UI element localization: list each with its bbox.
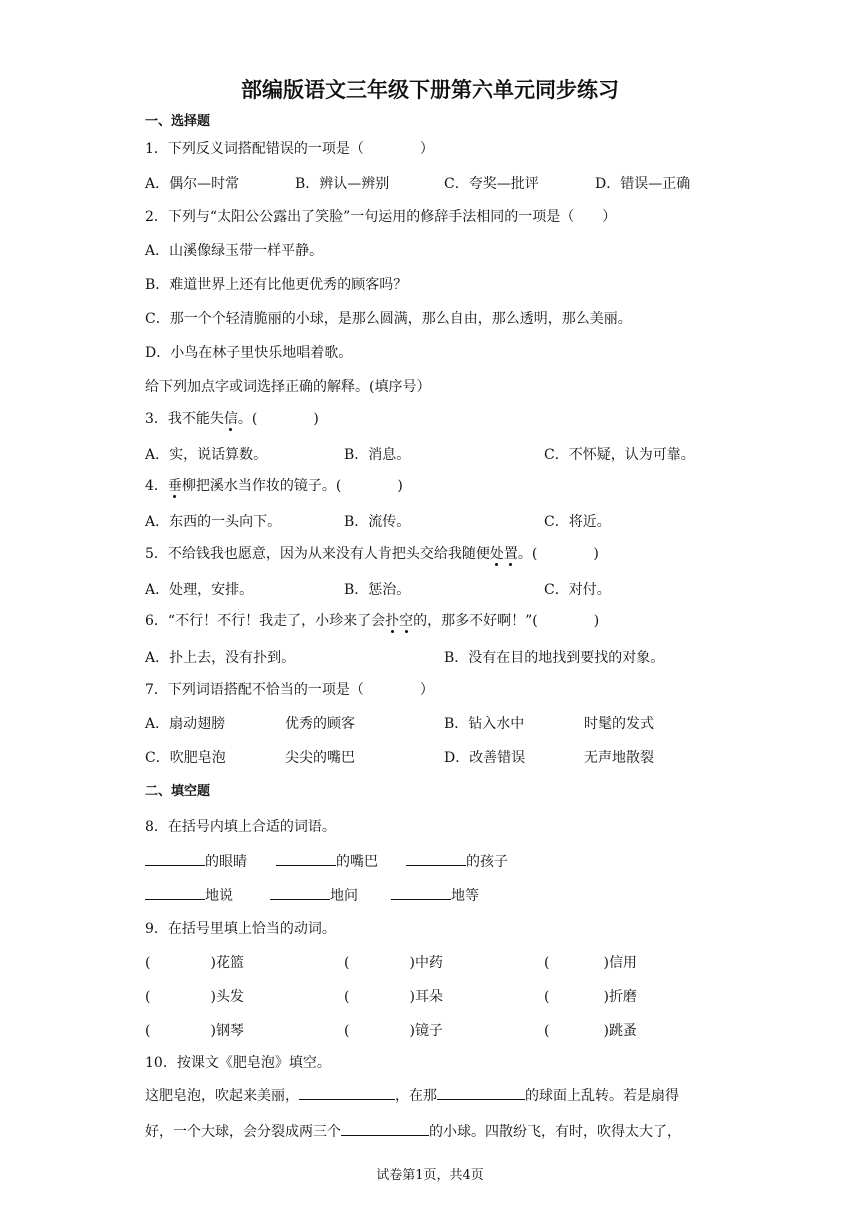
q2-option-b: B．难道世界上还有比他更优秀的顾客吗？ [145, 277, 408, 293]
paren-close: ) [603, 1023, 609, 1039]
question-6 [145, 611, 599, 631]
paren-open: ( [544, 955, 550, 971]
q9-item-4 [145, 987, 244, 1007]
q10-passage-line-1 [145, 1078, 715, 1114]
q4-text-post: 柳把溪水当作妆的镜子。( ) [181, 478, 403, 494]
q1-option-d: D．错误—正确 [595, 176, 691, 192]
q7-option-b-word-2: 时髦的发式 [584, 716, 654, 732]
q8-blank-4 [145, 885, 233, 906]
paren-close: ) [210, 955, 216, 971]
instruction: 给下列加点字或词选择正确的解释。(填序号） [145, 379, 431, 395]
q5-text-pre: 5．不给钱我也愿意，因为从来没有人肯把头交给我随便 [145, 546, 490, 562]
q8-word: 地说 [205, 888, 233, 904]
q6-text-pre: 6．“不行！不行！我走了，小珍来了会 [145, 613, 386, 629]
q10-text: 的小球。四散纷飞，有时，吹得太大了， [429, 1124, 681, 1140]
q2-option-c: C．那一个个轻清脆丽的小球，是那么圆满，那么自由，那么透明，那么美丽。 [145, 311, 632, 327]
question-2: 2．下列与“太阳公公露出了笑脸”一句运用的修辞手法相同的一项是（ ） [145, 209, 617, 225]
q3-option-c: C．不怀疑，认为可靠。 [544, 447, 695, 463]
q8-blank-6 [391, 885, 479, 906]
q9-item-5 [344, 987, 443, 1007]
question-3 [145, 409, 319, 429]
q4-option-c: C．将近。 [544, 514, 611, 530]
q3-text-post: 。( ) [237, 411, 319, 427]
q2-option-a: A．山溪像绿玉带一样平静。 [145, 243, 324, 259]
paren-close: ) [603, 955, 609, 971]
q7-option-a-word-1: A．扇动翅膀 [145, 716, 226, 732]
paren-close: ) [210, 1023, 216, 1039]
paren-open: ( [344, 989, 350, 1005]
q3-option-a: A．实，说话算数。 [145, 447, 268, 463]
answer-blank[interactable] [270, 885, 330, 900]
paren-close: ) [603, 989, 609, 1005]
q1-option-c: C．夸奖—批评 [444, 176, 539, 192]
paren-close: ) [409, 1023, 415, 1039]
q9-word: 跳蚤 [608, 1023, 637, 1039]
q6-dotted-char-2: 空 [399, 613, 414, 629]
q9-word: 镜子 [414, 1023, 443, 1039]
section-heading-fill: 二、填空题 [145, 784, 211, 799]
q9-word: 折磨 [608, 989, 637, 1005]
q7-option-b-word-1: B．钻入水中 [444, 716, 525, 732]
q8-word: 地问 [330, 888, 358, 904]
section-heading-choice: 一、选择题 [145, 114, 211, 129]
q4-option-b: B．流传。 [344, 514, 411, 530]
paren-close: ) [210, 989, 216, 1005]
paren-open: ( [145, 989, 151, 1005]
question-5 [145, 544, 599, 564]
q1-option-a: A．偶尔—时常 [145, 176, 240, 192]
q10-text: 的球面上乱转。若是扇得 [525, 1088, 679, 1104]
q2-option-d: D．小鸟在林子里快乐地唱着歌。 [145, 345, 353, 361]
q7-option-d-word-2: 无声地散裂 [584, 750, 654, 766]
q9-item-2 [344, 953, 443, 973]
q9-item-1 [145, 953, 244, 973]
answer-blank[interactable] [145, 851, 205, 866]
q8-blank-1 [145, 851, 247, 872]
q10-text: 好，一个大球，会分裂成两三个 [145, 1124, 341, 1140]
paren-open: ( [344, 1023, 350, 1039]
q10-passage [145, 1078, 715, 1150]
q5-option-c: C．对付。 [544, 582, 611, 598]
question-7: 7．下列词语搭配不恰当的一项是（ ） [145, 682, 434, 698]
answer-blank[interactable] [145, 885, 205, 900]
q1-option-b: B．辨认—辨别 [295, 176, 390, 192]
paren-open: ( [544, 989, 550, 1005]
q9-word: 耳朵 [414, 989, 443, 1005]
paren-open: ( [145, 955, 151, 971]
paren-close: ) [409, 955, 415, 971]
q9-word: 花篮 [215, 955, 244, 971]
q8-blank-2 [276, 851, 378, 872]
q7-option-d-word-1: D．改善错误 [444, 750, 526, 766]
q6-option-b: B．没有在目的地找到要找的对象。 [444, 650, 665, 666]
q8-word: 地等 [451, 888, 479, 904]
q7-option-c-word-1: C．吹肥皂泡 [145, 750, 226, 766]
question-8: 8．在括号内填上合适的词语。 [145, 819, 336, 835]
q5-dotted-char-1: 处 [489, 546, 504, 562]
q10-text: ，在那 [395, 1088, 437, 1104]
q5-text-post: 。( ) [517, 546, 599, 562]
q10-text: 这肥皂泡，吹起来美丽， [145, 1088, 299, 1104]
q9-word: 信用 [608, 955, 637, 971]
question-4 [145, 476, 403, 496]
paren-close: ) [409, 989, 415, 1005]
answer-blank[interactable] [391, 885, 451, 900]
q9-item-9 [544, 1021, 637, 1041]
paren-open: ( [145, 1023, 151, 1039]
q5-option-b: B．惩治。 [344, 582, 411, 598]
q6-text-post: 的，那多不好啊！”( ) [413, 613, 600, 629]
q7-option-a-word-2: 优秀的顾客 [285, 716, 355, 732]
q8-word: 的嘴巴 [336, 854, 378, 870]
q9-word: 钢琴 [215, 1023, 244, 1039]
q7-option-c-word-2: 尖尖的嘴巴 [285, 750, 355, 766]
q4-dotted-char: 垂 [167, 478, 182, 494]
q9-item-8 [344, 1021, 443, 1041]
q5-option-a: A．处理，安排。 [145, 582, 254, 598]
answer-blank[interactable] [276, 851, 336, 866]
q9-item-7 [145, 1021, 244, 1041]
question-1: 1．下列反义词搭配错误的一项是（ ） [145, 141, 434, 157]
answer-blank[interactable] [341, 1121, 429, 1136]
paren-open: ( [544, 1023, 550, 1039]
q8-blank-5 [270, 885, 358, 906]
q4-option-a: A．东西的一头向下。 [145, 514, 282, 530]
q8-word: 的孩子 [466, 854, 508, 870]
page-title: 部编版语文三年级下册第六单元同步练习 [241, 78, 619, 102]
q5-dotted-char-2: 置 [503, 546, 518, 562]
q9-word: 中药 [414, 955, 443, 971]
page-footer: 试卷第1页，共4页 [376, 1168, 484, 1183]
q8-word: 的眼睛 [205, 854, 247, 870]
answer-blank[interactable] [437, 1085, 525, 1100]
answer-blank[interactable] [299, 1085, 395, 1100]
question-9: 9．在括号里填上恰当的动词。 [145, 921, 336, 937]
q9-item-3 [544, 953, 637, 973]
q6-option-a: A．扑上去，没有扑到。 [145, 650, 296, 666]
q6-dotted-char-1: 扑 [385, 613, 400, 629]
answer-blank[interactable] [406, 851, 466, 866]
q3-text-pre: 3．我不能失 [145, 411, 224, 427]
q3-dotted-char: 信 [223, 411, 238, 427]
q8-blank-3 [406, 851, 508, 872]
q4-text-pre: 4． [145, 478, 168, 494]
paren-open: ( [344, 955, 350, 971]
q3-option-b: B．消息。 [344, 447, 411, 463]
q10-passage-line-2 [145, 1114, 715, 1150]
q9-item-6 [544, 987, 637, 1007]
q9-word: 头发 [215, 989, 244, 1005]
question-10: 10．按课文《肥皂泡》填空。 [145, 1055, 331, 1071]
